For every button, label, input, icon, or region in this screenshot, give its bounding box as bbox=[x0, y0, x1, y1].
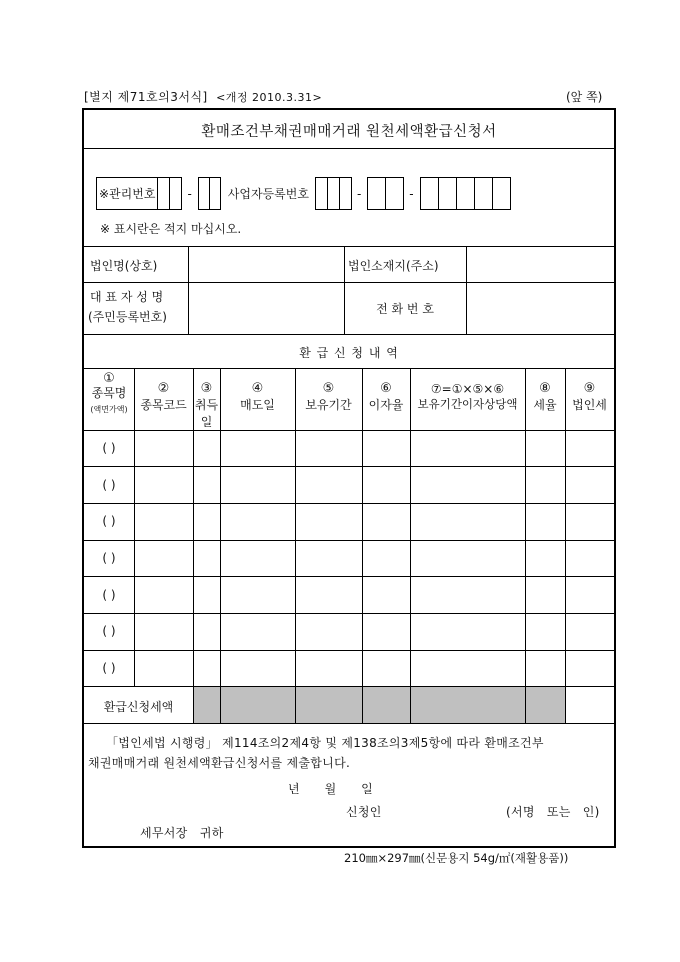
divider bbox=[84, 650, 614, 651]
dash: - bbox=[409, 186, 414, 201]
row-par-value[interactable]: ( ) bbox=[102, 588, 116, 602]
col-label: 취득일 bbox=[194, 398, 219, 429]
row-par-value[interactable]: ( ) bbox=[102, 551, 116, 565]
divider bbox=[84, 613, 614, 614]
bizreg-boxes-2[interactable] bbox=[367, 177, 403, 210]
divider bbox=[84, 282, 614, 283]
divider bbox=[84, 466, 614, 467]
divider bbox=[84, 540, 614, 541]
date-line: 년 월 일 bbox=[288, 782, 374, 796]
divider bbox=[84, 334, 614, 335]
total-refund-label: 환급신청세액 bbox=[103, 700, 174, 714]
phone-label: 전 화 번 호 bbox=[376, 302, 434, 316]
divider bbox=[188, 246, 189, 334]
revision-date: <개정 2010.3.31> bbox=[216, 91, 323, 104]
resident-number-label: (주민등록번호) bbox=[88, 310, 167, 324]
form-title: 환매조건부채권매매거래 원천세액환급신청서 bbox=[201, 124, 497, 140]
corp-name-field[interactable] bbox=[190, 248, 342, 280]
col-number: ③ bbox=[200, 381, 213, 396]
total-shaded-area bbox=[526, 687, 565, 723]
col-header-acquired bbox=[193, 382, 220, 430]
corp-name-label: 법인명(상호) bbox=[90, 259, 158, 273]
divider bbox=[84, 148, 614, 149]
row-par-value[interactable]: ( ) bbox=[102, 514, 116, 528]
divider bbox=[362, 368, 363, 723]
col-label: 법인세 bbox=[572, 398, 607, 412]
divider bbox=[525, 368, 526, 723]
row-par-value[interactable]: ( ) bbox=[102, 661, 116, 675]
signature-label: (서명 또는 인) bbox=[506, 805, 600, 819]
col-label: 세율 bbox=[533, 398, 557, 412]
representative-field[interactable] bbox=[190, 284, 342, 332]
page-side-label: (앞 쪽) bbox=[566, 90, 603, 104]
representative-label: 대 표 자 성 명 bbox=[90, 290, 164, 304]
col-header-tax-rate bbox=[525, 382, 565, 413]
col-label: 매도일 bbox=[240, 398, 275, 412]
divider bbox=[84, 576, 614, 577]
management-number-boxes-2[interactable] bbox=[198, 177, 220, 210]
divider bbox=[84, 686, 614, 687]
bizreg-boxes-1[interactable] bbox=[315, 177, 351, 210]
divider bbox=[134, 368, 135, 686]
col-label: 보유기간이자상당액 bbox=[417, 397, 518, 411]
col-label: 이자율 bbox=[368, 398, 404, 412]
dash: - bbox=[187, 186, 192, 201]
bizreg-label: 사업자등록번호 bbox=[227, 187, 309, 201]
divider bbox=[84, 430, 614, 431]
divider bbox=[344, 246, 345, 334]
total-refund-field[interactable] bbox=[566, 688, 614, 722]
col-number: ④ bbox=[251, 381, 264, 396]
divider bbox=[410, 368, 411, 723]
col-label: 보유기간 bbox=[305, 398, 352, 412]
note-text: ※ 표시란은 적지 마십시오. bbox=[100, 222, 242, 236]
divider bbox=[84, 723, 614, 724]
applicant-label: 신청인 bbox=[346, 805, 382, 819]
management-number-group bbox=[96, 177, 510, 210]
row-par-value[interactable]: ( ) bbox=[102, 441, 116, 455]
management-number-label bbox=[96, 177, 158, 210]
col-label: 종목코드 bbox=[140, 398, 187, 412]
col-number: ② bbox=[157, 381, 170, 396]
col-header-sold bbox=[220, 382, 295, 413]
col-header-holding-period bbox=[295, 382, 362, 413]
divider bbox=[84, 503, 614, 504]
col-header-item-name bbox=[84, 372, 134, 415]
form-number-label bbox=[84, 88, 322, 105]
col-number: ⑨ bbox=[583, 381, 596, 396]
declaration-line-2: 채권매매거래 원천세액환급신청서를 제출합니다. bbox=[88, 756, 351, 770]
col-number: ① bbox=[103, 371, 115, 386]
col-header-interest-amount bbox=[410, 382, 525, 412]
row-par-value[interactable]: ( ) bbox=[102, 478, 116, 492]
col-header-item-code bbox=[134, 382, 193, 413]
col-number: ⑧ bbox=[539, 381, 551, 396]
total-shaded-area bbox=[194, 687, 525, 723]
divider bbox=[220, 368, 221, 723]
divider bbox=[295, 368, 296, 723]
declaration-line-1: 「법인세법 시행령」 제114조의2제4항 및 제138조의3제5항에 따라 환매조건부 bbox=[106, 736, 544, 750]
corp-address-field[interactable] bbox=[468, 248, 614, 280]
corp-address-label: 법인소재지(주소) bbox=[348, 259, 439, 273]
col-number: ⑤ bbox=[322, 381, 335, 396]
divider bbox=[466, 246, 467, 334]
section-title: 환 급 신 청 내 역 bbox=[299, 346, 399, 360]
divider bbox=[565, 368, 566, 723]
management-number-text: ※관리번호 bbox=[99, 187, 156, 201]
divider bbox=[84, 246, 614, 247]
col-number: ⑦=①×⑤×⑥ bbox=[430, 382, 505, 396]
addressee: 세무서장 귀하 bbox=[140, 826, 224, 840]
dash: - bbox=[356, 186, 362, 201]
col-number: ⑥ bbox=[380, 381, 392, 396]
row-par-value[interactable]: ( ) bbox=[102, 624, 116, 638]
management-number-boxes-1[interactable] bbox=[157, 177, 181, 210]
col-header-interest-rate bbox=[362, 382, 410, 413]
divider bbox=[84, 368, 614, 369]
form-frame bbox=[82, 108, 616, 848]
form-number: [별지 제71호의3서식] bbox=[84, 90, 208, 104]
col-label: 종목명 bbox=[91, 386, 127, 400]
col-sublabel: (액면가액) bbox=[90, 405, 128, 414]
phone-field[interactable] bbox=[468, 284, 614, 332]
col-header-corp-tax bbox=[565, 382, 614, 413]
paper-spec: 210㎜×297㎜(신문용지 54g/㎡(재활용품)) bbox=[344, 851, 569, 865]
bizreg-boxes-3[interactable] bbox=[420, 177, 510, 210]
